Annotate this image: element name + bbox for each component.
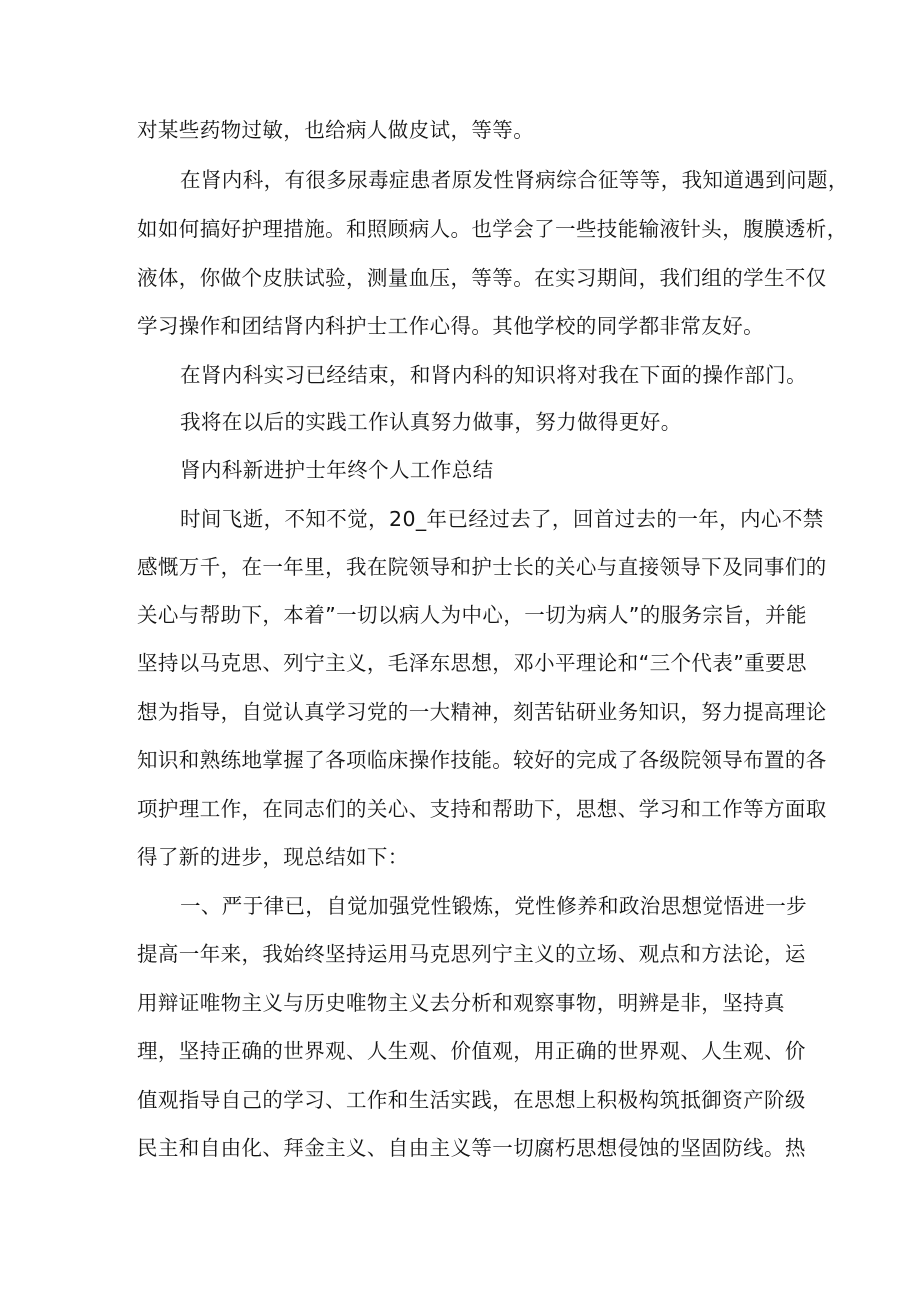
text-line: 民主和自由化、拜金主义、自由主义等一切腐朽思想侵蚀的坚固防线。热: [137, 1136, 806, 1160]
paragraph-line: 我将在以后的实践工作认真努力做事，努力做得更好。: [180, 410, 682, 434]
text-line: 感慨万千，在一年里，我在院领导和护士长的关心与直接领导下及同事们的: [137, 555, 827, 579]
text-line: 知识和熟练地掌握了各项临床操作技能。较好的完成了各级院领导布置的各: [137, 748, 827, 772]
text-line: 对某些药物过敏，也给病人做皮试，等等。: [137, 118, 535, 142]
paragraph-line: 一、严于律已，自觉加强党性锻炼，党性修养和政治思想觉悟进一步: [180, 894, 807, 918]
text-line: 如如何搞好护理措施。和照顾病人。也学会了一些技能输液针头，腹膜透析，: [137, 217, 848, 241]
text-line: 提高一年来，我始终坚持运用马克思列宁主义的立场、观点和方法论，运: [137, 942, 806, 966]
text-line: 用辩证唯物主义与历史唯物主义去分析和观察事物，明辨是非，坚持真: [137, 991, 785, 1015]
paragraph-line: 在肾内科，有很多尿毒症患者原发性肾病综合征等等，我知道遇到问题，: [180, 168, 849, 192]
text-line: 关心与帮助下，本着”一切以病人为中心，一切为病人”的服务宗旨，并能: [137, 603, 807, 627]
text-line: 液体，你做个皮肤试验，测量血压，等等。在实习期间，我们组的学生不仅: [137, 266, 827, 290]
paragraph-line: 在肾内科实习已经结束，和肾内科的知识将对我在下面的操作部门。: [180, 363, 807, 387]
text-line: 坚持以马克思、列宁主义，毛泽东思想，邓小平理论和“三个代表”重要思: [137, 651, 807, 675]
paragraph-line: 时间飞逝，不知不觉，20_年已经过去了，回首过去的一年，内心不禁: [180, 507, 824, 531]
text-line: 得了新的进步，现总结如下：: [137, 845, 409, 869]
section-heading: 肾内科新进护士年终个人工作总结: [180, 458, 494, 482]
text-line: 学习操作和团结肾内科护士工作心得。其他学校的同学都非常友好。: [137, 314, 764, 338]
text-line: 项护理工作，在同志们的关心、支持和帮助下，思想、学习和工作等方面取: [137, 797, 827, 821]
text-line: 值观指导自己的学习、工作和生活实践，在思想上积极构筑抵御资产阶级: [137, 1088, 806, 1112]
text-line: 理，坚持正确的世界观、人生观、价值观，用正确的世界观、人生观、价: [137, 1039, 806, 1063]
text-line: 想为指导，自觉认真学习党的一大精神，刻苦钻研业务知识，努力提高理论: [137, 700, 827, 724]
